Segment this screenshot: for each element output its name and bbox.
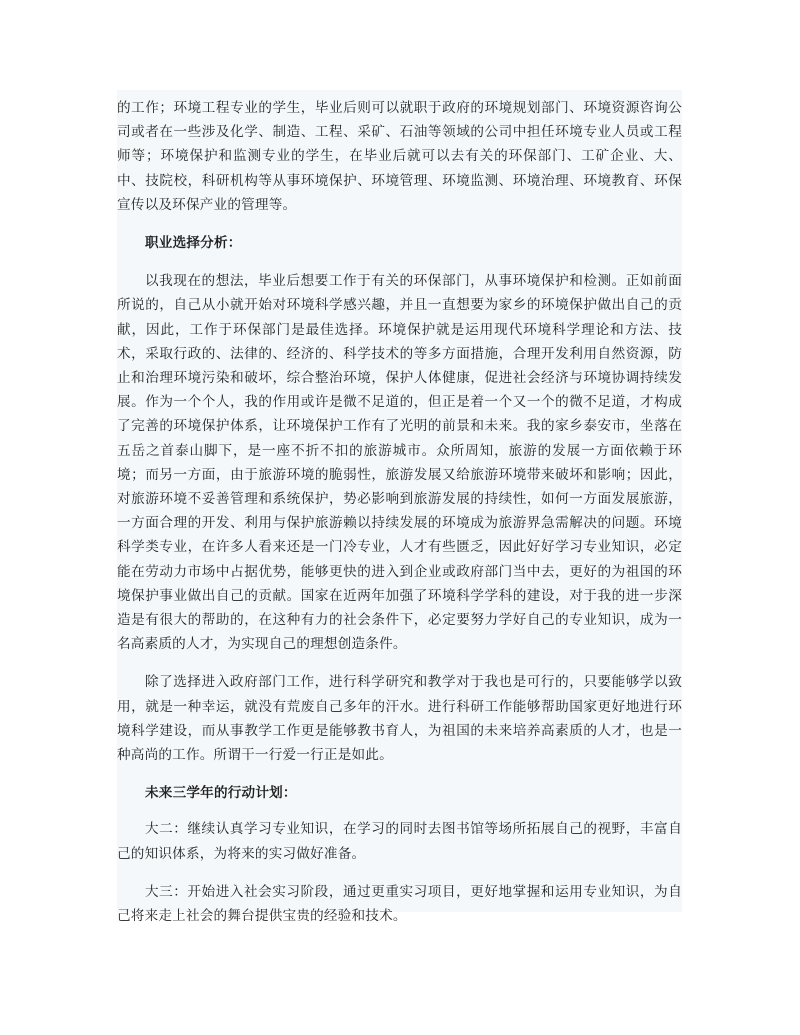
paragraph-career-options: 的工作；环境工程专业的学生，毕业后则可以就职于政府的环境规划部门、环境资源咨询公司或者在一些涉及化学、制造、工程、采矿、石油等领域的公司中担任环境专业人员或工程师等；环境保护和监测专业的学生，在毕业后就可以去有关的环保部门、工矿企业、大、中、技院校，科研机构等从事环境保护、环境管理、环境监测、环境治理、环境教育、环保宣传以及环保产业的管理等。 (117, 100, 682, 213)
paragraph-sophomore-plan: 大二：继续认真学习专业知识，在学习的同时去图书馆等场所拓展自己的视野，丰富自己的知识体系，为将来的实习做好准备。 (117, 821, 682, 862)
paragraph-career-choice: 以我现在的想法，毕业后想要工作于有关的环保部门，从事环境保护和检测。正如前面所说的，自己从小就开始对环境科学感兴趣，并且一直想要为家乡的环境保护做出自己的贡献，因此，工作于环保部门是最佳选择。环境保护就是运用现代环境科学理论和方法、技术，采取行政的、法律的、经济的、科学技术的等多方面措施，合理开发利用自然资源，防止和治理环境污染和破坏，综合整治环境，保护人体健康，促进社会经济与环境协调持续发展。作为一个个人，我的作用或许是微不足道的，但正是着一个又一个的微不足道，才构成了完善的环境保护体系，让环境保护工作有了光明的前景和未来。我的家乡泰安市，坐落在五岳之首泰山脚下，是一座不折不扣的旅游城市。众所周知，旅游的发展一方面依赖于环境；而另一方面，由于旅游环境的脆弱性，旅游发展又给旅游环境带来破坏和影响；因此，对旅游环境不妥善管理和系统保护，势必影响到旅游发展的持续性，如何一方面发展旅游，一方面合理的开发、利用与保护旅游赖以持续发展的环境成为旅游界急需解决的问题。环境科学类专业，在许多人看来还是一门冷专业，人才有些匮乏，因此好好学习专业知识，必定能在劳动力市场中占据优势，能够更快的进入到企业或政府部门当中去，更好的为祖国的环境保护事业做出自己的贡献。国家在近两年加强了环境科学学科的建设，对于我的进一步深造是有很大的帮助的，在这种有力的社会条件下，必定要努力学好自己的专业知识，成为一名高素质的人才，为实现自己的理想创造条件。 (117, 273, 682, 653)
heading-action-plan: 未来三学年的行动计划： (145, 785, 297, 802)
paragraph-junior-plan: 大三：开始进入社会实习阶段，通过更重实习项目，更好地掌握和运用专业知识，为自己将来走上社会的舞台提供宝贵的经验和技术。 (117, 883, 682, 925)
document-page (117, 90, 682, 925)
heading-career-choice-analysis: 职业选择分析： (145, 235, 242, 252)
paragraph-research-teaching: 除了选择进入政府部门工作，进行科学研究和教学对于我也是可行的，只要能够学以致用，就是一种幸运，就没有荒废自己多年的汗水。进行科研工作能够帮助国家更好地进行环境科学建设，而从事教学工作更是能够教书育人，为祖国的未来培养高素质的人才，也是一种高尚的工作。所谓干一行爱一行正是如此。 (117, 674, 682, 764)
document-body (117, 96, 682, 928)
